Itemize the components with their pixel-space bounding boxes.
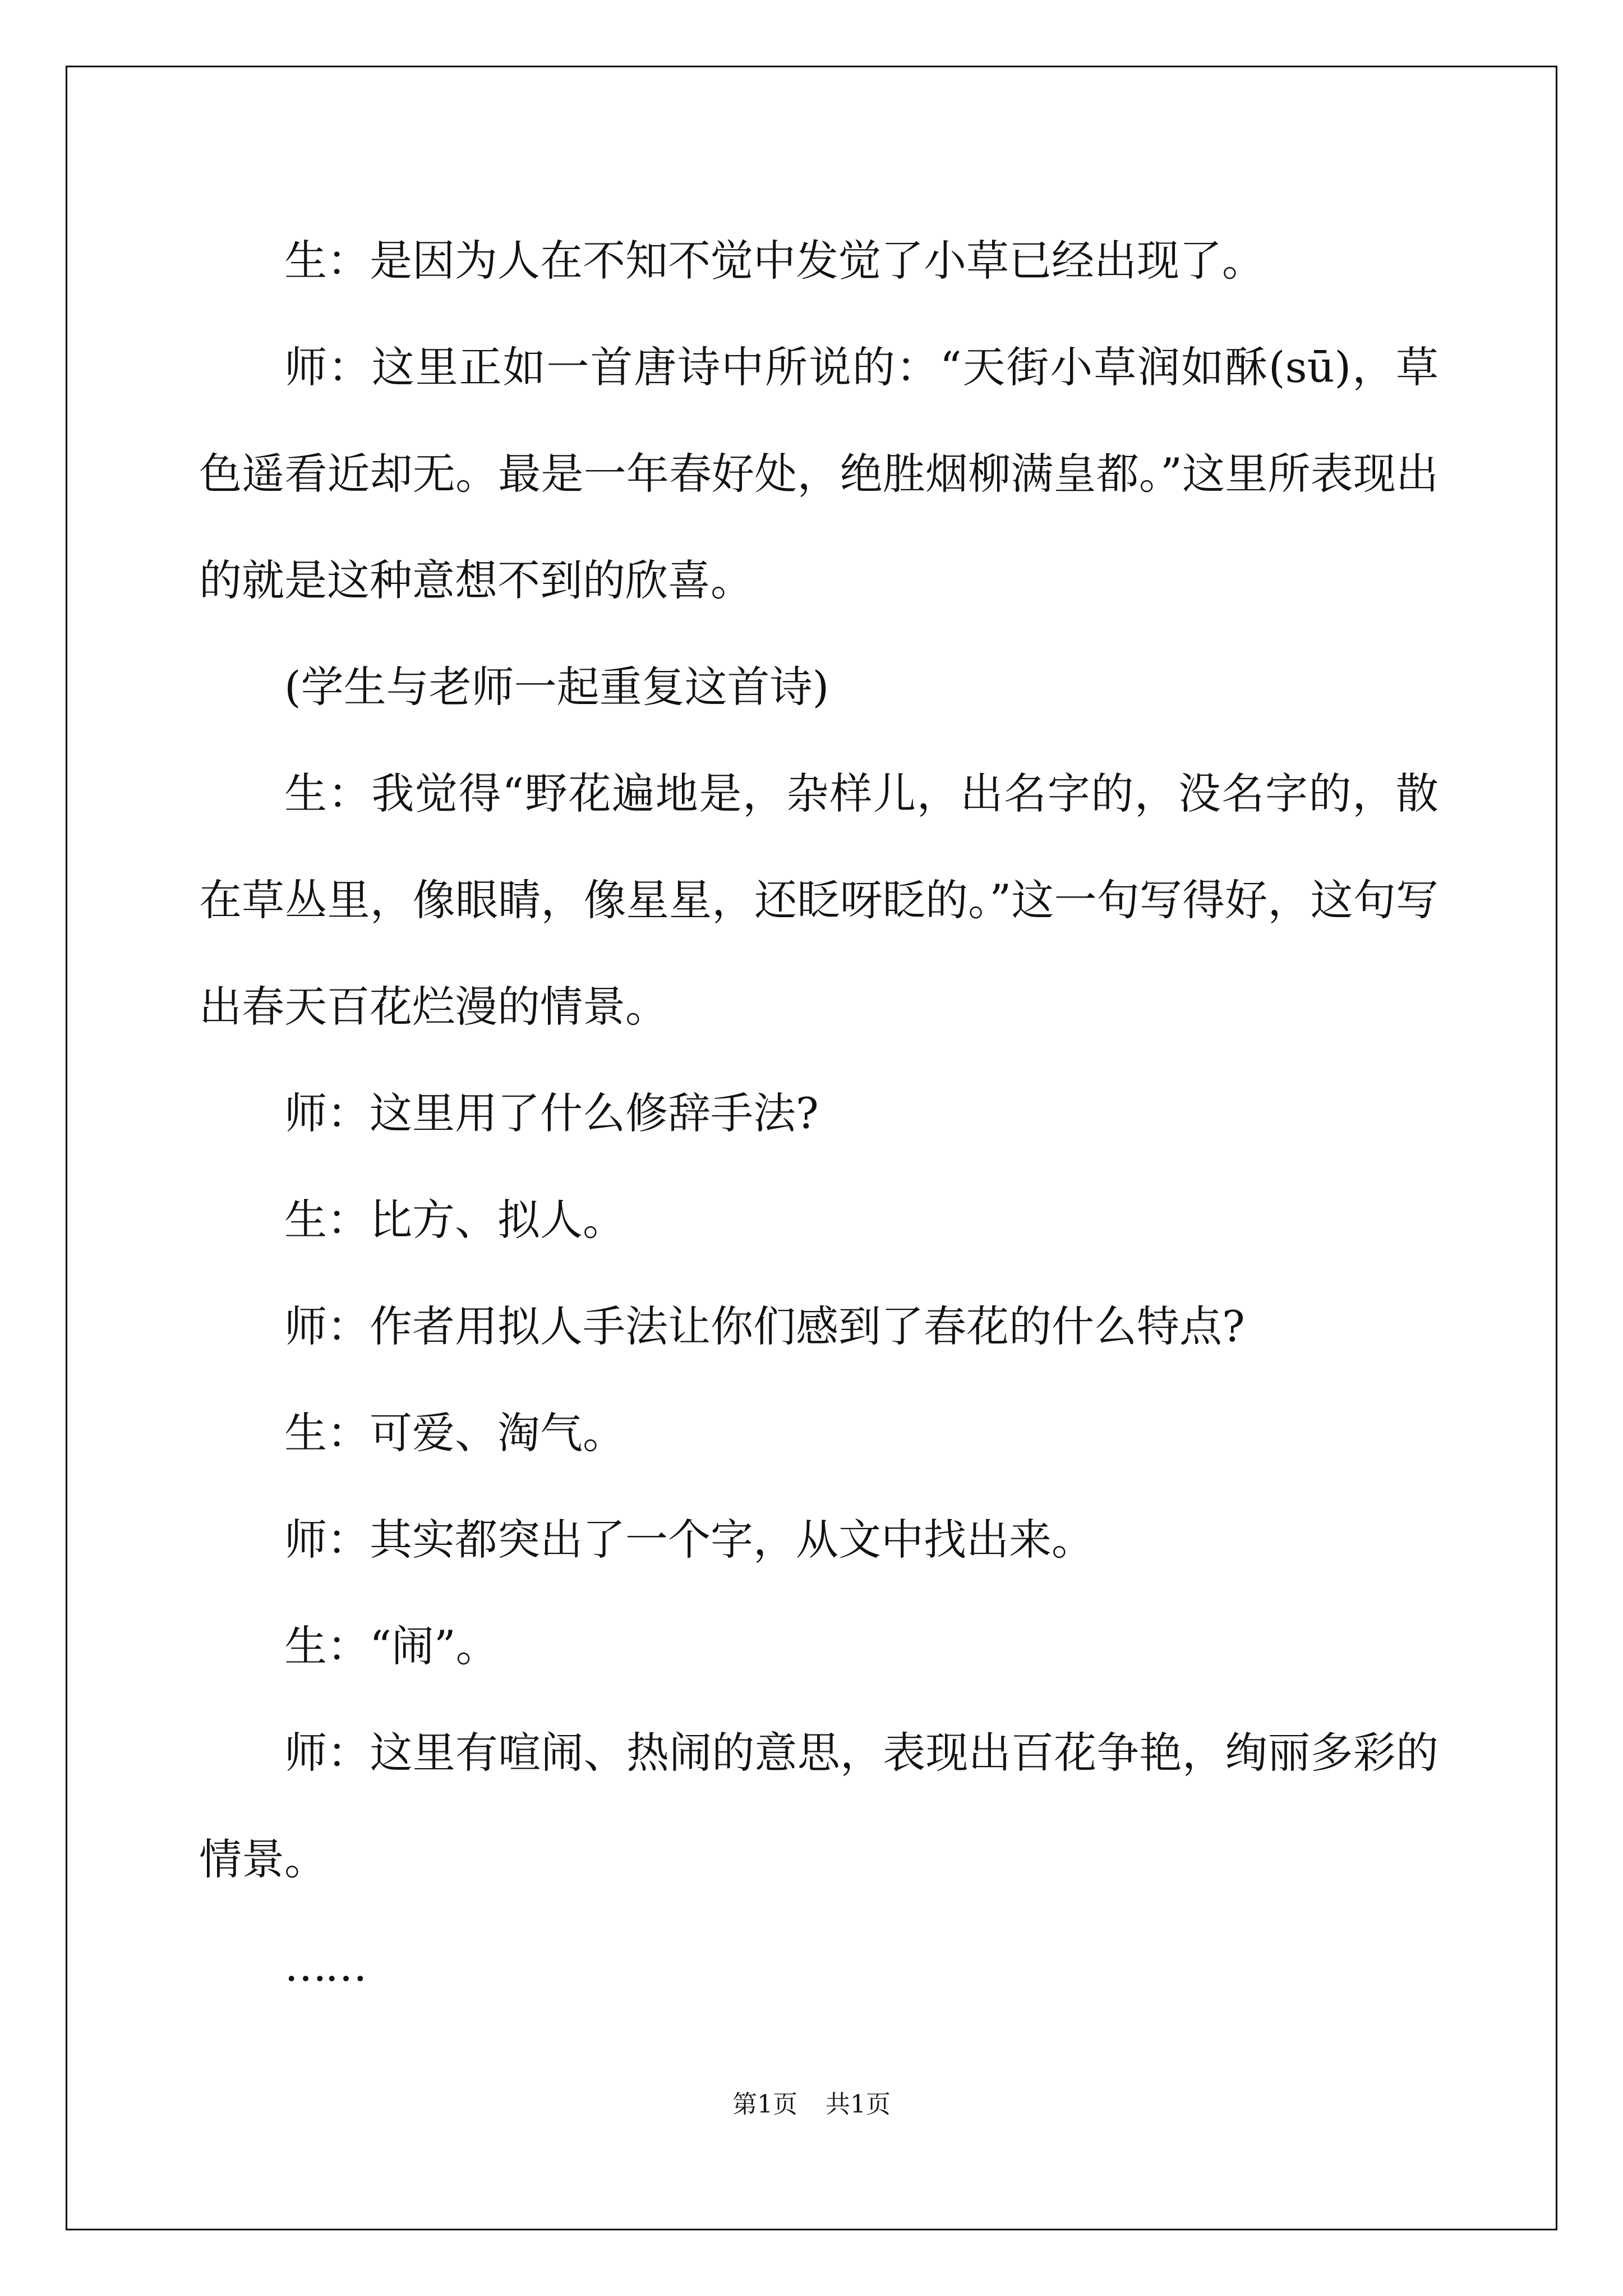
paragraph: 生：“闹”。	[284, 1621, 499, 1671]
paragraph: 师：这里正如一首唐诗中所说的：“天街小草润如酥(sū)，草色遥看近却无。最是一年春好处，绝胜烟柳满皇都。”这里所表现出的就是这种意想不到的欣喜。	[199, 342, 1438, 605]
paragraph: 生：可爱、淘气。	[284, 1408, 625, 1458]
ellipsis: ……	[284, 1941, 365, 1991]
paragraph: (学生与老师一起重复这首诗)	[284, 662, 829, 712]
page-total: 共1页	[826, 2090, 891, 2119]
paragraph: 生：是因为人在不知不觉中发觉了小草已经出现了。	[284, 236, 1265, 286]
paragraph: 生：我觉得“野花遍地是，杂样儿，出名字的，没名字的，散在草丛里，像眼睛，像星星，还眨呀眨的。”这一句写得好，这句写出春天百花烂漫的情景。	[199, 769, 1438, 1032]
paragraph: 师：这里有喧闹、热闹的意思，表现出百花争艳，绚丽多彩的情景。	[199, 1728, 1438, 1884]
page-number: 第1页	[732, 2090, 797, 2119]
paragraph: 师：其实都突出了一个字，从文中找出来。	[284, 1515, 1094, 1565]
page-footer	[0, 2084, 1623, 2120]
paragraph: 生：比方、拟人。	[284, 1195, 625, 1245]
paragraph: 师：作者用拟人手法让你们感到了春花的什么特点?	[284, 1301, 1245, 1351]
document-body	[199, 208, 1438, 2019]
paragraph: 师：这里用了什么修辞手法?	[284, 1088, 819, 1138]
